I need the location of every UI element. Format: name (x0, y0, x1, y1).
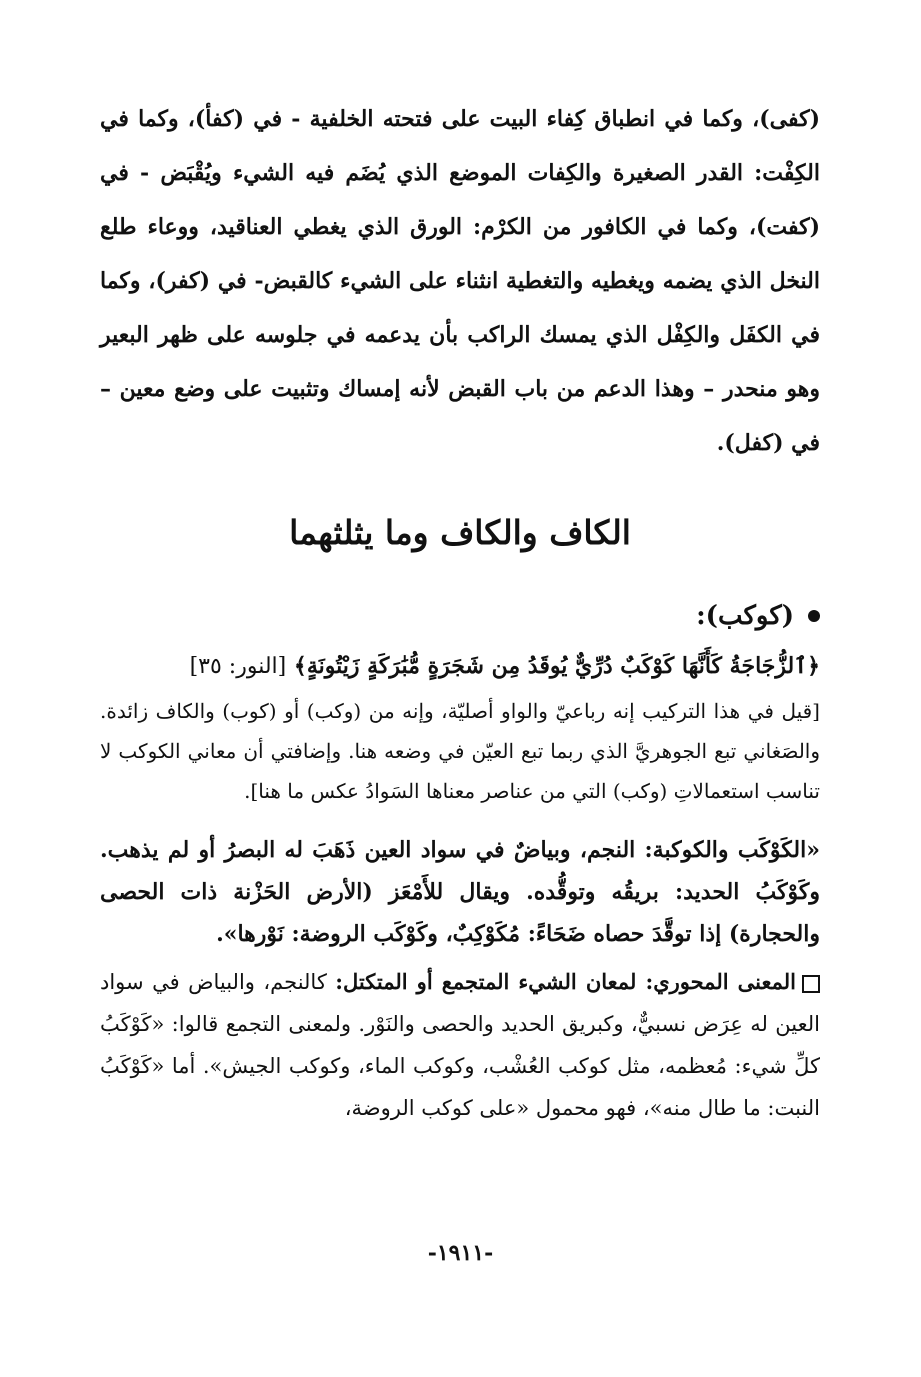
core-meaning-paragraph (100, 961, 820, 1129)
core-meaning-text: كالنجم، والبياض في سواد العين له عِرَض نسبيٌّ، وكبريق الحديد والحصى والنَوْر. ولمعنى التجمع قالوا: «كَوْكَبُ كلِّ شيء: مُعظمه، مثل كوكب العُشْب، وكوكب الماء، وكوكب الجيش». أما «كَوْكَبُ النبت: ما طال منه»، فهو محمول «على كوكب الروضة، (100, 970, 820, 1120)
core-meaning-lead: المعنى المحوري: لمعان الشيء المتجمع أو المتكتل: (335, 969, 796, 994)
quran-verse: ﴿ٱلزُّجَاجَةُ كَأَنَّهَا كَوْكَبٌ دُرِّيٌّ يُوقَدُ مِن شَجَرَةٍ مُّبَٰرَكَةٍ زَيْتُونَةٍ﴾ (293, 653, 820, 679)
etymology-note: [قيل في هذا التركيب إنه رباعيّ والواو أصليّة، وإنه من (وكب) أو (كوب) والكاف زائدة. والصَغاني تبع الجوهريَّ الذي ربما تبع العيّن في وضعه هنا. وإضافتي أن معاني الكوكب لا تناسب استعمالاتِ (وكب) التي من عناصر معناها السَوادُ عكس ما هنا]. (100, 699, 820, 803)
bullet-icon (808, 610, 820, 622)
paragraph-continuation: (كفى)، وكما في انطباق كِفاء البيت على فتحته الخلفية - في (كفأ)، وكما في الكِفْت: القدر الصغيرة والكِفات الموضع الذي يُضَم فيه الشيء ويُقْبَض - في (كفت)، وكما في الكافور من الكرْم: الورق الذي يغطي العناقيد، ووعاء طلع النخل الذي يضمه ويغطيه والتغطية انثناء على الشيء كالقبض- في (كفر)، وكما في الكفَل والكِفْل الذي يمسك الراكب بأن يدعمه في جلوسه على ظهر البعير وهو منحدر – وهذا الدعم من باب القبض لأنه إمساك وتثبيت على وضع معين – في (كفل). (100, 106, 820, 456)
page-body (100, 92, 820, 1129)
section-title: الكاف والكاف وما يثلثهما (289, 513, 631, 552)
entry-heading (100, 596, 820, 636)
dictionary-definition: «الكَوْكَب والكوكبة: النجم، وبياضٌ في سواد العين ذَهَبَ له البصرُ أو لم يذهب. وكَوْكَبُ الحديد: بريقُه وتوقُّده. ويقال للأَمْعَز (الأرض الحَزْنة ذات الحصى والحجارة) إذا توقَّدَ حصاه ضَحَاءً: مُكَوْكِبٌ، وكَوْكَب الروضة: نَوْرها». (100, 837, 820, 947)
quran-citation (100, 646, 820, 687)
entry-label: (كوكب): (696, 601, 794, 631)
square-box-icon (802, 975, 820, 993)
page-number: -١٩١١- (427, 1240, 494, 1266)
quran-reference: [النور: ٣٥] (189, 654, 287, 679)
